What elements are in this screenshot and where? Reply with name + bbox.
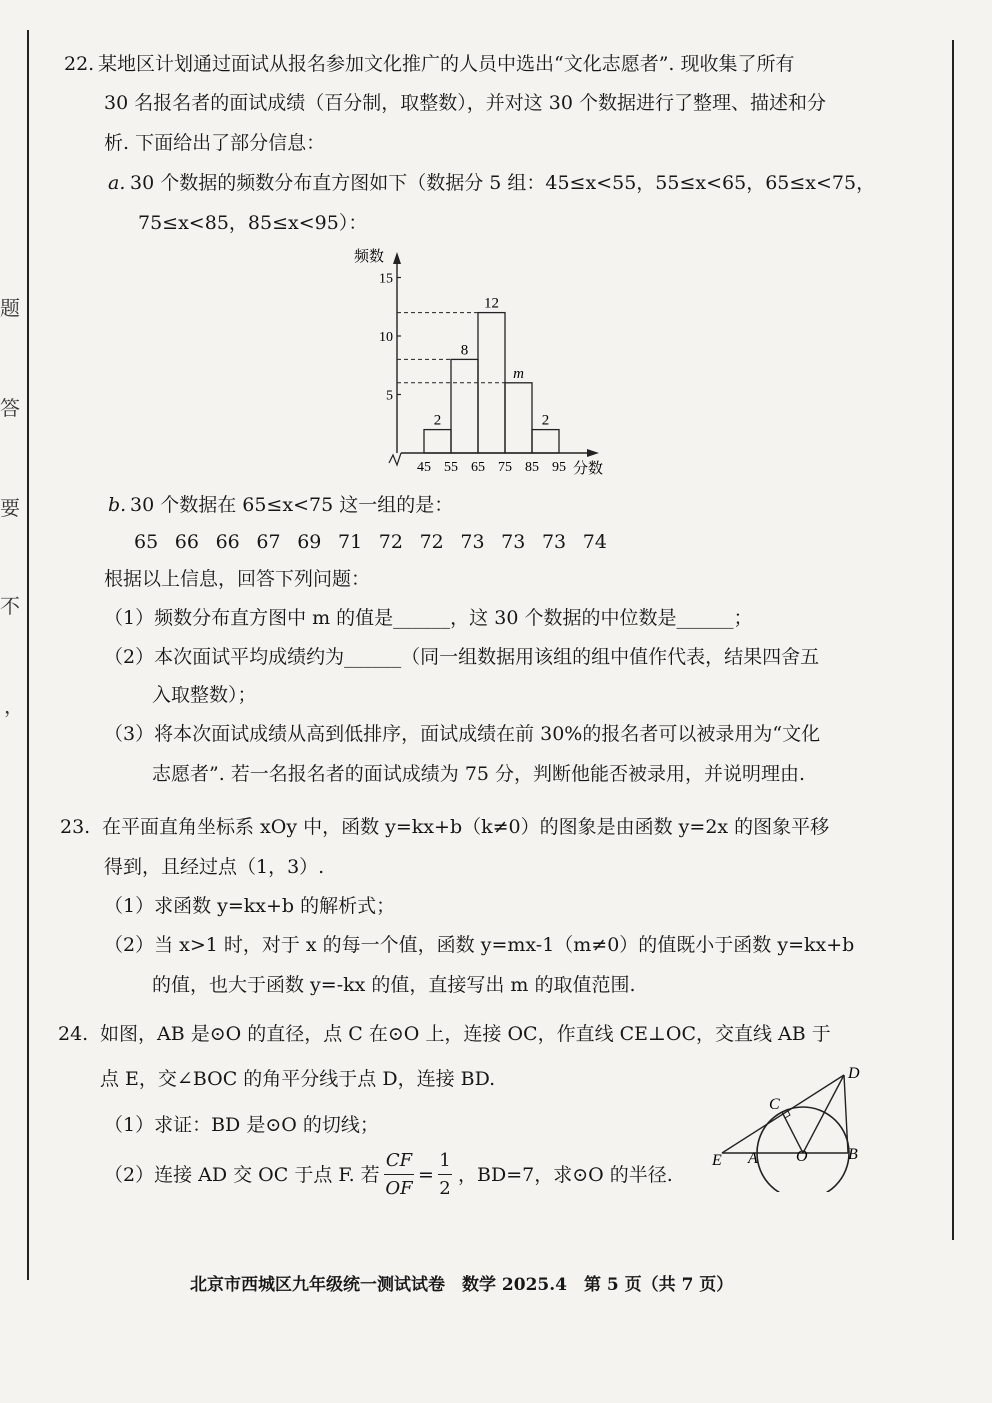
histogram-bar (505, 383, 532, 453)
label-b: B (848, 1146, 858, 1163)
q22-line1: 某地区计划通过面试从报名参加文化推广的人员中选出“文化志愿者”. 现收集了所有 (98, 53, 795, 75)
q22-b-label: b. (108, 494, 127, 516)
side-mark-1: 题 (0, 296, 20, 320)
data-value: 73 (541, 531, 567, 553)
q22-line3: 析. 下面给出了部分信息： (104, 132, 326, 154)
right-margin-line (952, 40, 954, 1240)
page-footer: 北京市西城区九年级统一测试试卷 数学 2025.4 第 5 页（共 7 页） (190, 1275, 734, 1295)
y-axis-label: 频数 (354, 249, 385, 265)
line-o-d (803, 1075, 844, 1153)
side-mark-3: 要 (0, 496, 20, 520)
data-value: 74 (582, 531, 607, 553)
axis-break-mark (389, 453, 401, 465)
q22-a-label: a. (108, 172, 126, 194)
fraction-bar-1 (384, 1174, 414, 1175)
q22-part2-line1: （2）本次面试平均成绩约为______（同一组数据用该组的组中值作代表，结果四舍五 (104, 646, 820, 668)
y-axis-arrow (393, 252, 401, 264)
x-tick-label: 55 (444, 460, 458, 475)
q22-b-line: 30 个数据在 65≤x<75 这一组的是： (130, 494, 454, 516)
q24-line2: 点 E，交∠BOC 的角平分线于点 D，连接 BD. (100, 1068, 496, 1090)
q22-part2-line2: 入取整数）； (152, 684, 257, 706)
q23-part2-line2: 的值，也大于函数 y=-kx 的值，直接写出 m 的取值范围. (152, 974, 636, 996)
bar-value-label: 12 (484, 295, 499, 312)
q22-a-line2: 75≤x<85，85≤x<95）： (138, 212, 368, 234)
fraction-of-denominator: OF (385, 1178, 413, 1199)
histogram-bar (451, 359, 478, 453)
q24-line1: 如图，AB 是⊙O 的直径，点 C 在⊙O 上，连接 OC，作直线 CE⊥OC，交直线 AB 于 (100, 1023, 831, 1045)
side-mark-2: 答 (0, 396, 20, 420)
histogram-bar (532, 430, 559, 453)
data-value: 71 (337, 531, 363, 553)
y-tick-label: 5 (386, 388, 393, 404)
q22-line2: 30 名报名者的面试成绩（百分制，取整数），并对这 30 个数据进行了整理、描述和分 (104, 92, 826, 114)
q22-part3-line2: 志愿者”. 若一名报名者的面试成绩为 75 分，判断他能否被录用，并说明理由. (152, 763, 806, 785)
q23-line1: 在平面直角坐标系 xOy 中，函数 y=kx+b（k≠0）的图象是由函数 y=2x 的图象平移 (102, 816, 830, 838)
bar-value-label: m (513, 365, 524, 382)
x-axis-arrow (587, 449, 599, 457)
fraction-bar-2 (438, 1174, 452, 1175)
equals-sign: = (418, 1164, 434, 1186)
q24-part2-post: ，BD=7，求⊙O 的半径. (458, 1164, 673, 1186)
data-values-row (134, 530, 624, 554)
q22-number: 22. (64, 53, 95, 75)
bar-value-label: 8 (460, 342, 469, 359)
q23-part1: （1）求函数 y=kx+b 的解析式； (104, 895, 396, 917)
data-value: 72 (419, 531, 444, 553)
side-mark-4: 不 (0, 594, 20, 618)
left-margin-line (27, 30, 29, 1280)
circle-tangent-figure (706, 1062, 876, 1192)
label-e: E (712, 1152, 722, 1169)
q22-part1: （1）频数分布直方图中 m 的值是______，这 30 个数据的中位数是______； (104, 607, 753, 629)
q24-number: 24. (58, 1023, 89, 1045)
x-tick-label: 95 (552, 460, 566, 475)
x-tick-label: 75 (498, 460, 512, 475)
data-value: 67 (256, 531, 281, 553)
data-value: 66 (174, 531, 199, 553)
bar-value-label: 2 (433, 412, 442, 429)
label-c: C (769, 1096, 780, 1113)
label-a: A (748, 1150, 758, 1167)
x-tick-label: 65 (471, 460, 485, 475)
q22-a-line1: 30 个数据的频数分布直方图如下（数据分 5 组：45≤x<55，55≤x<65，65≤x<75， (130, 172, 876, 194)
q22-part3-line1: （3）将本次面试成绩从高到低排序，面试成绩在前 30%的报名者可以被录用为“文化 (104, 723, 821, 745)
data-value: 73 (460, 531, 485, 553)
q24-part1: （1）求证：BD 是⊙O 的切线； (104, 1114, 379, 1136)
bar-value-label: 2 (541, 412, 550, 429)
x-tick-label: 85 (525, 460, 539, 475)
data-value: 73 (501, 531, 526, 553)
data-value: 69 (297, 531, 322, 553)
data-value: 65 (134, 531, 159, 553)
fraction-cf-numerator: CF (385, 1150, 413, 1171)
label-o: O (796, 1148, 808, 1165)
fraction-one-numerator: 1 (439, 1150, 451, 1171)
side-mark-5: ， (4, 694, 24, 718)
histogram-bar (424, 430, 451, 453)
q22-prompt: 根据以上信息，回答下列问题： (104, 568, 371, 590)
q24-part2-pre: （2）连接 AD 交 OC 于点 F. 若 (104, 1164, 380, 1186)
frequency-histogram (340, 240, 630, 480)
y-tick-label: 10 (379, 330, 393, 345)
data-value: 72 (378, 531, 403, 553)
q23-line2: 得到，且经过点（1，3）. (104, 856, 325, 878)
data-value: 66 (215, 531, 240, 553)
q23-part2-line1: （2）当 x>1 时，对于 x 的每一个值，函数 y=mx-1（m≠0）的值既小于函数 y=kx+b (104, 934, 855, 956)
fraction-two-denominator: 2 (439, 1178, 451, 1199)
x-axis-label: 分数 (573, 461, 604, 477)
x-tick-label: 45 (417, 460, 431, 475)
q23-number: 23. (60, 816, 91, 838)
y-tick-label: 15 (379, 271, 393, 287)
line-b-d (844, 1075, 848, 1153)
label-d: D (848, 1065, 860, 1082)
